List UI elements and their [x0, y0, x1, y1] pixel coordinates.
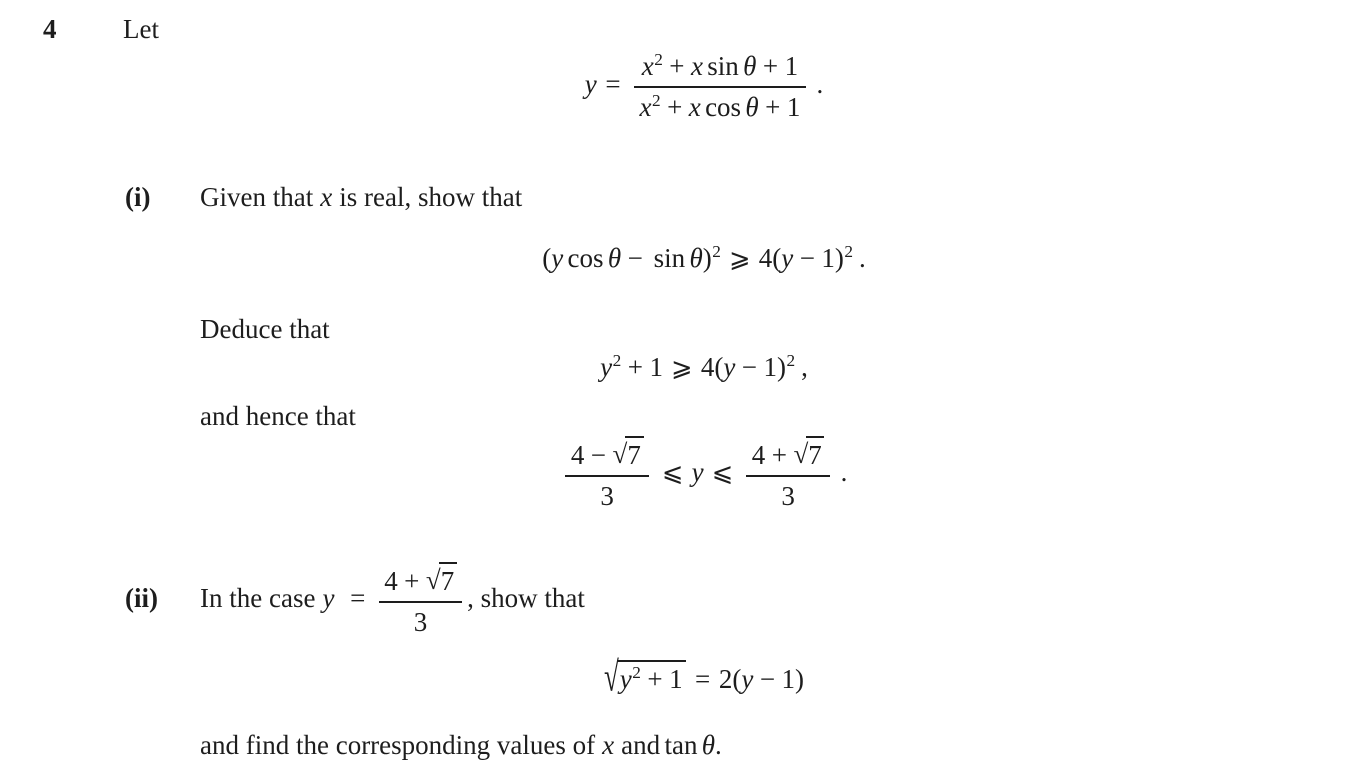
- plus-operator: +: [404, 565, 420, 596]
- plus-operator: +: [667, 91, 683, 122]
- show-inequality-equation: [0, 241, 1358, 276]
- radicand: [617, 660, 687, 699]
- function-cos: cos: [705, 91, 742, 122]
- equals-sign: =: [605, 68, 621, 99]
- digit-one: 1: [669, 663, 683, 694]
- denominator: 3: [746, 475, 829, 514]
- digit-one: 1: [786, 91, 801, 122]
- close-paren: ): [702, 243, 712, 274]
- digit-one: 1: [763, 352, 777, 383]
- digit-one: 1: [821, 243, 835, 274]
- var-y: y: [781, 243, 794, 274]
- square-root: [426, 562, 457, 599]
- hence-text: and hence that: [200, 401, 356, 432]
- fraction: [565, 436, 648, 514]
- digit-four: 4: [384, 565, 398, 596]
- var-theta: θ: [743, 50, 757, 81]
- hence-text-row: [0, 399, 1358, 434]
- question-number: 4: [43, 14, 57, 44]
- part-i-text-pre: Given that: [200, 182, 314, 213]
- var-x: x: [320, 182, 333, 213]
- comma: ,: [801, 352, 808, 383]
- minus-operator: −: [590, 439, 607, 470]
- open-paren: (: [772, 243, 782, 274]
- minus-operator: −: [741, 352, 758, 383]
- period: .: [859, 243, 866, 274]
- square-root: [793, 436, 824, 473]
- var-theta: θ: [745, 91, 759, 122]
- superscript-two: 2: [786, 351, 796, 371]
- deduce-text-row: [0, 312, 1358, 347]
- var-x: x: [691, 50, 703, 81]
- numerator: [565, 436, 648, 475]
- bounds-equation: [0, 436, 1358, 514]
- radical-sign: √: [425, 564, 441, 595]
- var-y: y: [741, 663, 754, 694]
- superscript-two: 2: [654, 49, 663, 69]
- fraction: [746, 436, 829, 514]
- fraction: [634, 49, 806, 125]
- radicand: 7: [625, 436, 643, 473]
- var-y: y: [723, 352, 736, 383]
- plus-operator: +: [647, 663, 663, 694]
- intro-text: Let: [123, 14, 159, 44]
- superscript-two: 2: [844, 242, 854, 262]
- superscript-two: 2: [612, 351, 622, 371]
- part-i-text-post: is real, show that: [339, 182, 523, 213]
- part-ii-label: (ii): [125, 582, 158, 613]
- minus-operator: −: [627, 243, 643, 274]
- part-i-row: [0, 180, 1358, 215]
- function-sin: sin: [707, 50, 739, 81]
- deduce-text: Deduce that: [200, 313, 330, 344]
- square-root: [603, 653, 686, 700]
- var-x: x: [641, 50, 654, 81]
- radical-sign: √: [612, 438, 628, 469]
- function-cos: cos: [567, 243, 604, 274]
- digit-four: 4: [751, 439, 766, 470]
- plus-operator: +: [762, 50, 779, 81]
- closing-text-and: and: [621, 730, 661, 761]
- open-paren: (: [732, 663, 742, 694]
- digit-two: 2: [718, 663, 733, 694]
- equals-sign: =: [350, 582, 366, 613]
- period: .: [840, 456, 848, 487]
- radical-sign: √: [603, 653, 619, 700]
- digit-four: 4: [700, 352, 715, 383]
- numerator: [634, 49, 806, 86]
- plus-operator: +: [669, 50, 685, 81]
- radicand: 7: [439, 562, 457, 599]
- minus-operator: −: [799, 243, 815, 274]
- close-paren: ): [777, 352, 786, 383]
- denominator: 3: [379, 601, 462, 640]
- var-y: y: [551, 243, 564, 274]
- var-x: x: [602, 730, 615, 761]
- function-tan: tan: [664, 730, 698, 761]
- geqslant-sign: ⩾: [671, 353, 693, 384]
- fraction: [379, 562, 462, 640]
- digit-four: 4: [570, 439, 585, 470]
- square-root: [613, 436, 644, 473]
- equals-sign: =: [695, 663, 711, 694]
- radicand: 7: [806, 436, 824, 473]
- digit-one: 1: [649, 352, 663, 383]
- var-theta: θ: [607, 243, 622, 274]
- var-x: x: [639, 91, 652, 122]
- open-paren: (: [714, 352, 724, 383]
- var-y: y: [584, 68, 597, 99]
- open-paren: (: [542, 243, 552, 274]
- part-ii-text-pre: In the case: [200, 582, 316, 613]
- numerator: [379, 562, 462, 601]
- part-i-label: (i): [125, 182, 151, 213]
- var-y: y: [322, 582, 335, 613]
- var-theta: θ: [689, 243, 703, 274]
- var-y: y: [691, 456, 704, 487]
- radical-equation: [0, 653, 1358, 700]
- plus-operator: +: [771, 439, 787, 470]
- superscript-two: 2: [651, 90, 661, 110]
- digit-one: 1: [784, 50, 799, 81]
- denominator: 3: [565, 475, 648, 514]
- function-sin: sin: [653, 243, 686, 274]
- closing-text-row: [0, 728, 1358, 763]
- denominator: [634, 86, 806, 125]
- var-x: x: [688, 91, 701, 122]
- radical-sign: √: [793, 438, 809, 469]
- period: .: [715, 730, 722, 761]
- plus-operator: +: [765, 91, 781, 122]
- close-paren: ): [834, 243, 844, 274]
- question-intro-row: [0, 12, 1358, 47]
- closing-text-pre: and find the corresponding values of: [200, 730, 596, 761]
- period: .: [816, 68, 824, 99]
- main-equation: [0, 49, 1358, 125]
- part-ii-text-post: , show that: [467, 582, 585, 613]
- numerator: [746, 436, 829, 475]
- superscript-two: 2: [712, 242, 721, 262]
- superscript-two: 2: [632, 662, 641, 682]
- digit-four: 4: [758, 243, 773, 274]
- leqslant-sign: ⩽: [711, 457, 734, 488]
- var-theta: θ: [701, 730, 716, 761]
- close-paren: ): [795, 663, 805, 694]
- plus-operator: +: [627, 352, 643, 383]
- leqslant-sign: ⩽: [661, 457, 684, 488]
- deduce-equation: [0, 350, 1358, 385]
- var-y: y: [619, 663, 632, 694]
- minus-operator: −: [759, 663, 776, 694]
- part-ii-row: [0, 562, 1358, 640]
- geqslant-sign: ⩾: [729, 244, 751, 275]
- var-y: y: [600, 352, 613, 383]
- digit-one: 1: [781, 663, 796, 694]
